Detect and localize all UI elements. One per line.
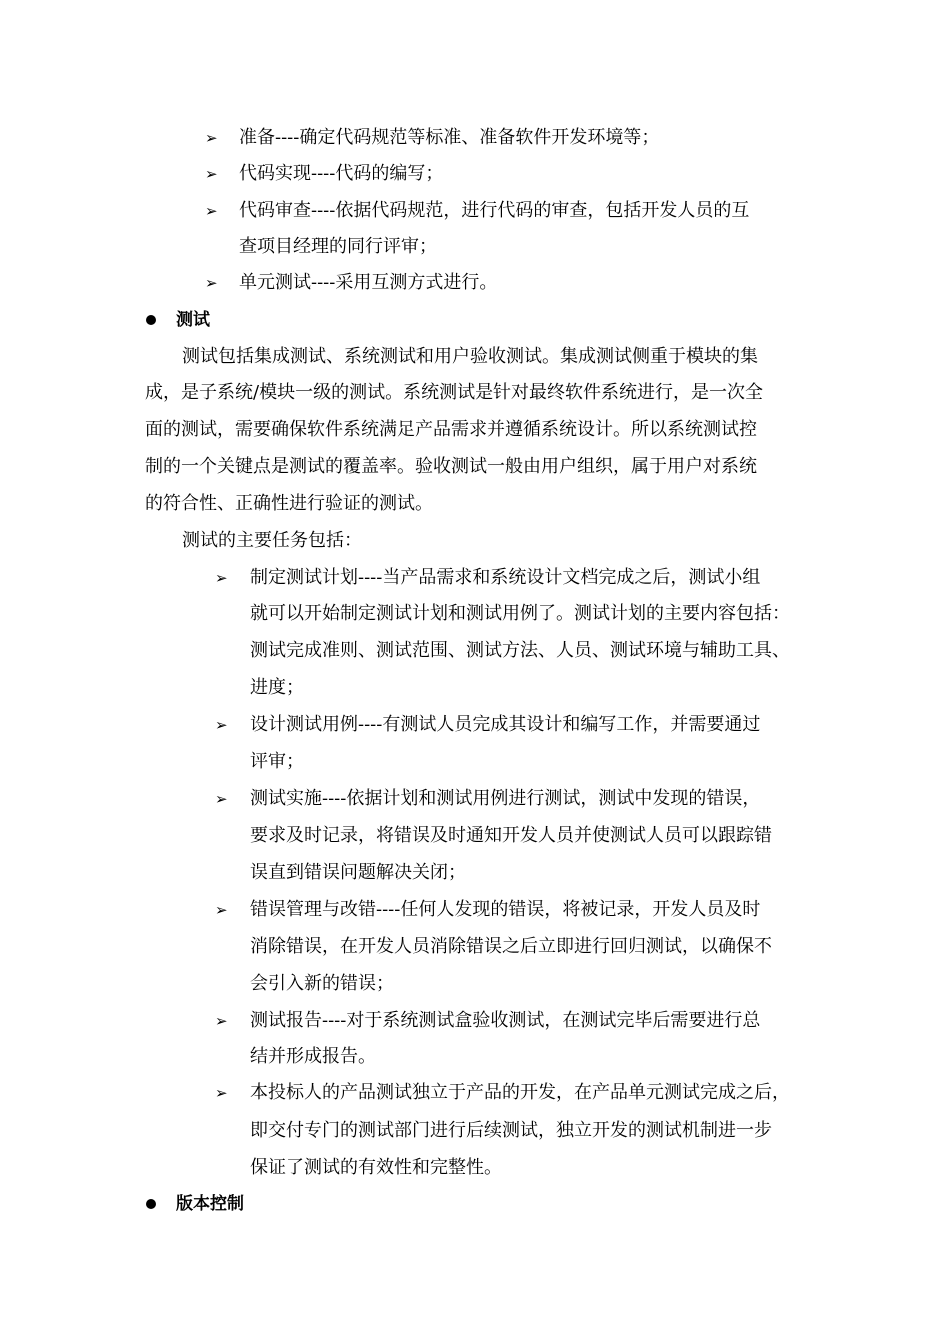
list-item-line: 会引入新的错误； bbox=[250, 973, 394, 994]
list-item-line: 准备----确定代码规范等标准、准备软件开发环境等； bbox=[239, 127, 660, 148]
paragraph-line: 面的测试，需要确保软件系统满足产品需求并遵循系统设计。所以系统测试控 bbox=[145, 419, 757, 440]
paragraph-line: 的符合性、正确性进行验证的测试。 bbox=[145, 493, 433, 514]
arrow-bullet-icon: ➢ bbox=[215, 569, 228, 587]
section-heading: 版本控制 bbox=[176, 1194, 244, 1214]
arrow-bullet-icon: ➢ bbox=[215, 716, 228, 734]
list-item-line: 要求及时记录，将错误及时通知开发人员并使测试人员可以跟踪错 bbox=[250, 825, 772, 846]
arrow-bullet-icon: ➢ bbox=[205, 129, 218, 147]
section-bullet-icon bbox=[146, 315, 156, 325]
list-item-line: 进度； bbox=[250, 677, 304, 698]
list-item-line: 测试实施----依据计划和测试用例进行测试，测试中发现的错误， bbox=[250, 788, 761, 809]
list-item-line: 查项目经理的同行评审； bbox=[239, 236, 437, 257]
arrow-bullet-icon: ➢ bbox=[215, 901, 228, 919]
list-item-line: 本投标人的产品测试独立于产品的开发，在产品单元测试完成之后， bbox=[250, 1082, 790, 1103]
list-item-line: 制定测试计划----当产品需求和系统设计文档完成之后，测试小组 bbox=[250, 567, 761, 588]
arrow-bullet-icon: ➢ bbox=[215, 1012, 228, 1030]
list-item-line: 单元测试----采用互测方式进行。 bbox=[239, 272, 498, 293]
paragraph-line: 测试的主要任务包括： bbox=[182, 530, 362, 551]
list-item-line: 误直到错误问题解决关闭； bbox=[250, 862, 466, 883]
arrow-bullet-icon: ➢ bbox=[215, 790, 228, 808]
arrow-bullet-icon: ➢ bbox=[205, 274, 218, 292]
list-item-line: 代码审查----依据代码规范，进行代码的审查，包括开发人员的互 bbox=[239, 200, 750, 221]
list-item-line: 测试完成准则、测试范围、测试方法、人员、测试环境与辅助工具、 bbox=[250, 640, 790, 661]
arrow-bullet-icon: ➢ bbox=[205, 165, 218, 183]
paragraph-line: 测试包括集成测试、系统测试和用户验收测试。集成测试侧重于模块的集 bbox=[182, 346, 758, 367]
list-item-line: 结并形成报告。 bbox=[250, 1046, 376, 1067]
paragraph-line: 制的一个关键点是测试的覆盖率。验收测试一般由用户组织，属于用户对系统 bbox=[145, 456, 757, 477]
list-item-line: 消除错误，在开发人员消除错误之后立即进行回归测试，以确保不 bbox=[250, 936, 772, 957]
section-heading: 测试 bbox=[176, 310, 210, 330]
section-bullet-icon bbox=[146, 1199, 156, 1209]
arrow-bullet-icon: ➢ bbox=[215, 1084, 228, 1102]
paragraph-line: 成，是子系统/模块一级的测试。系统测试是针对最终软件系统进行，是一次全 bbox=[145, 382, 764, 403]
list-item-line: 就可以开始制定测试计划和测试用例了。测试计划的主要内容包括： bbox=[250, 603, 790, 624]
list-item-line: 即交付专门的测试部门进行后续测试，独立开发的测试机制进一步 bbox=[250, 1120, 772, 1141]
list-item-line: 保证了测试的有效性和完整性。 bbox=[250, 1157, 502, 1178]
list-item-line: 代码实现----代码的编写； bbox=[239, 163, 444, 184]
list-item-line: 评审； bbox=[250, 751, 304, 772]
arrow-bullet-icon: ➢ bbox=[205, 202, 218, 220]
list-item-line: 设计测试用例----有测试人员完成其设计和编写工作，并需要通过 bbox=[250, 714, 761, 735]
list-item-line: 测试报告----对于系统测试盒验收测试，在测试完毕后需要进行总 bbox=[250, 1010, 761, 1031]
list-item-line: 错误管理与改错----任何人发现的错误，将被记录，开发人员及时 bbox=[250, 899, 761, 920]
